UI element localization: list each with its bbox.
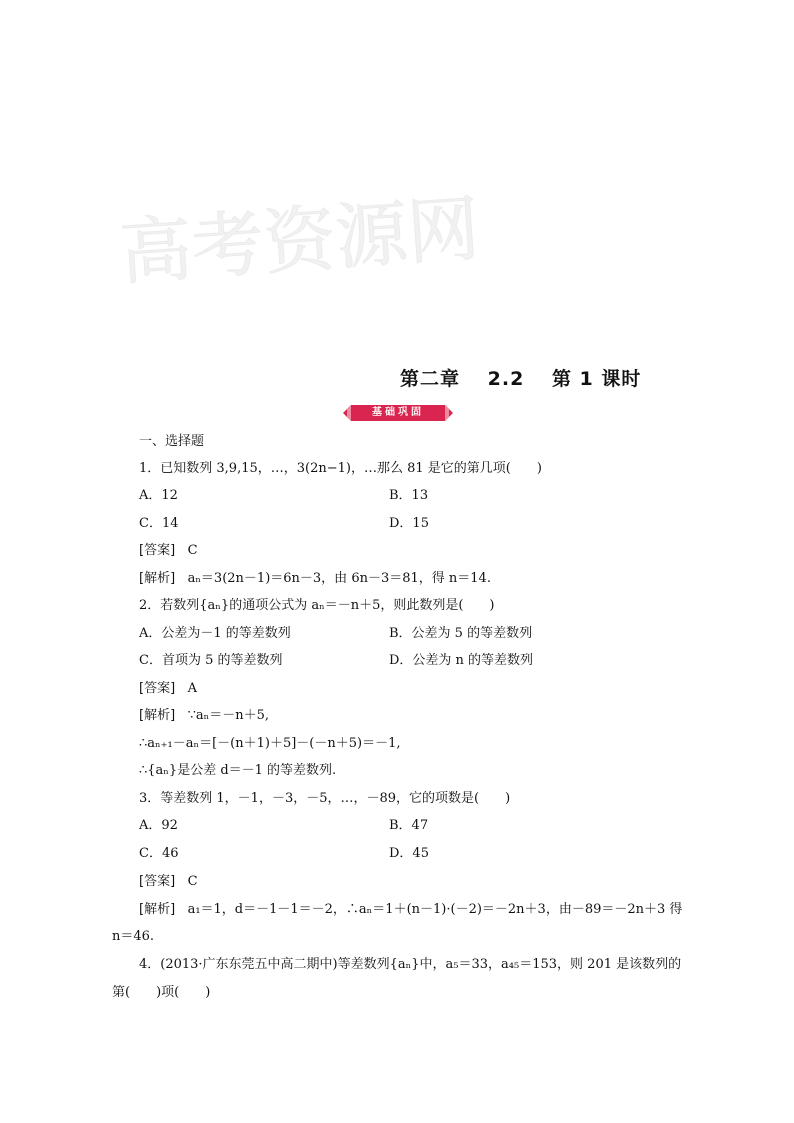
answer-value: C (187, 874, 198, 889)
q1-answer (139, 541, 198, 561)
banner-label: 基础巩固 (372, 407, 424, 418)
q3-analysis-line2: n＝46. (112, 929, 155, 944)
q4-stem: 4．(2013·广东东莞五中高二期中)等差数列{aₙ}中，a₅＝33，a₄₅＝153，则 201 是该数列的 (139, 957, 682, 972)
section-label: 2.2 (487, 368, 525, 390)
q2-option-b: B．公差为 5 的等差数列 (389, 626, 533, 641)
section-heading: 一、选择题 (139, 434, 205, 449)
q2-option-a: A．公差为－1 的等差数列 (139, 626, 291, 641)
q1-option-a: A．12 (139, 488, 178, 503)
analysis-text: a₁＝1，d＝－1－1＝－2，∴aₙ＝1＋(n－1)·(－2)＝－2n＋3，由－89＝－2n＋3 得 (187, 902, 683, 917)
q3-analysis (139, 900, 682, 920)
q2-analysis-line2: ∴aₙ₊₁－aₙ＝[－(n＋1)＋5]－(－n＋5)＝－1, (139, 736, 401, 751)
q4-stem-line2: 第( )项( ) (112, 985, 211, 1000)
q3-option-d: D．45 (389, 846, 429, 861)
q1-stem: 1．已知数列 3,9,15，…，3(2n−1)，…那么 81 是它的第几项( ) (139, 461, 542, 476)
q1-analysis (139, 569, 491, 589)
answer-value: A (187, 681, 197, 696)
q3-answer (139, 872, 198, 892)
q2-option-d: D．公差为 n 的等差数列 (389, 653, 534, 668)
analysis-text: ∵aₙ＝－n＋5, (187, 708, 269, 723)
answer-tag: [答案] (139, 543, 176, 558)
q3-option-c: C．46 (139, 846, 179, 861)
q1-option-b: B．13 (389, 488, 429, 503)
q2-analysis-line3: ∴{aₙ}是公差 d＝－1 的等差数列. (139, 763, 337, 778)
chapter-label: 第二章 (400, 368, 461, 390)
analysis-text: aₙ＝3(2n－1)＝6n－3，由 6n－3＝81，得 n＝14. (187, 571, 491, 586)
watermark-text: 高考资源网 (117, 186, 483, 295)
analysis-tag: [解析] (139, 902, 176, 917)
answer-tag: [答案] (139, 681, 176, 696)
lesson-label: 第 1 课时 (551, 368, 642, 390)
page-title (400, 364, 661, 391)
answer-tag: [答案] (139, 874, 176, 889)
analysis-tag: [解析] (139, 571, 176, 586)
q1-option-d: D．15 (389, 516, 429, 531)
basic-consolidation-banner (343, 405, 453, 421)
q3-option-b: B．47 (389, 818, 429, 833)
q2-answer (139, 679, 197, 699)
analysis-tag: [解析] (139, 708, 176, 723)
answer-value: C (187, 543, 198, 558)
q1-option-c: C．14 (139, 516, 179, 531)
q2-option-c: C．首项为 5 的等差数列 (139, 653, 283, 668)
q3-stem: 3．等差数列 1，－1，－3，－5，…，－89，它的项数是( ) (139, 791, 511, 806)
q2-stem: 2．若数列{aₙ}的通项公式为 aₙ＝－n＋5，则此数列是( ) (139, 598, 495, 613)
watermark-logo (117, 118, 483, 298)
q2-analysis (139, 706, 269, 726)
q3-option-a: A．92 (139, 818, 178, 833)
